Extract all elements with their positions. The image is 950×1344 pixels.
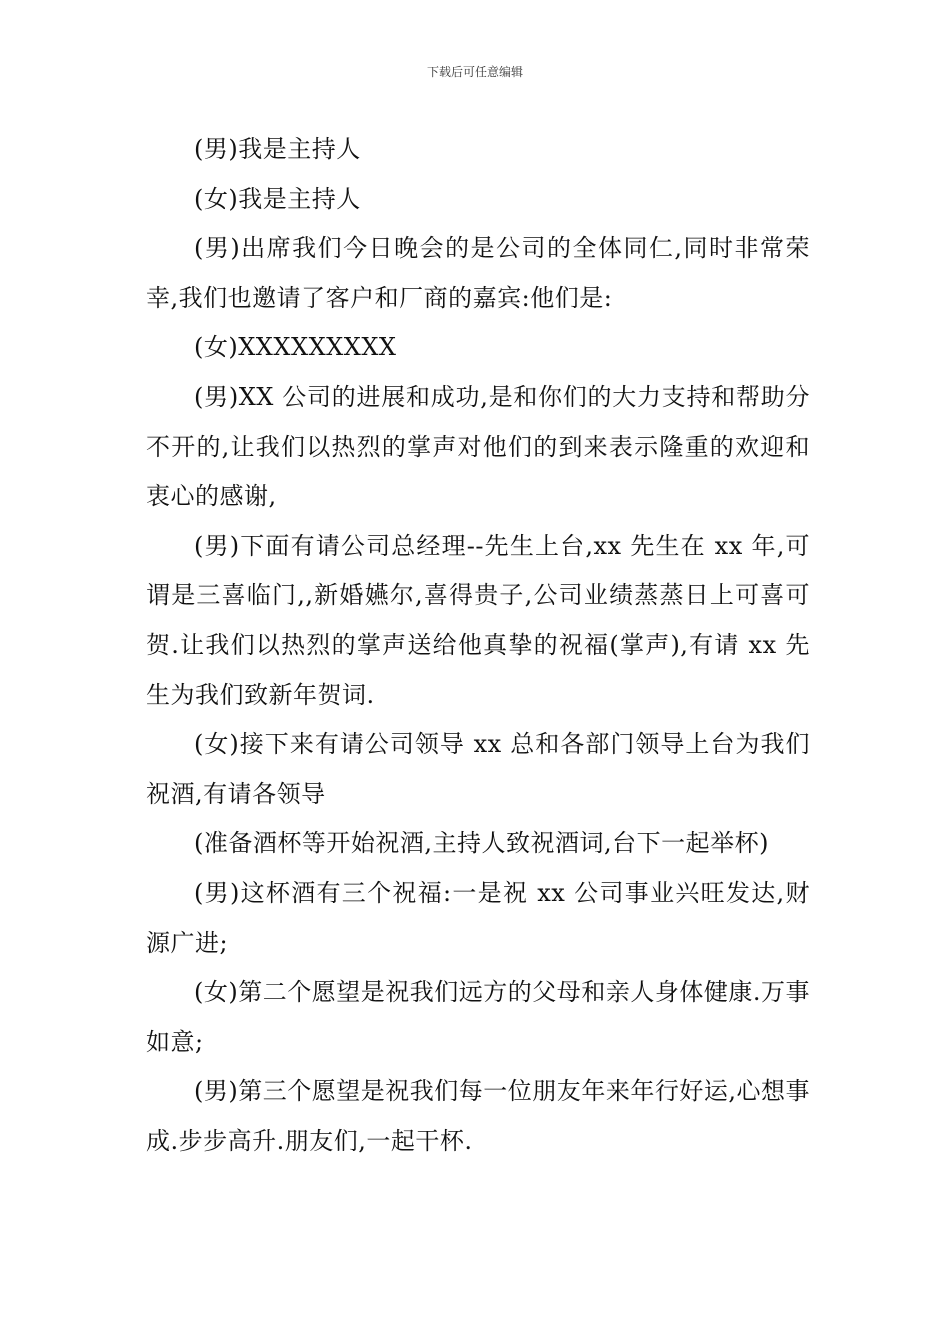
paragraph-9: (男)这杯酒有三个祝福:一是祝 xx 公司事业兴旺发达,财源广进; bbox=[146, 878, 810, 957]
paragraph-5: (男)XX 公司的进展和成功,是和你们的大力支持和帮助分不开的,让我们以热烈的掌声对他们的到来表示隆重的欢迎和衷心的感谢, bbox=[146, 382, 810, 511]
paragraph-10: (女)第二个愿望是祝我们远方的父母和亲人身体健康.万事如意; bbox=[146, 978, 810, 1056]
paragraph-3: (男)出席我们今日晚会的是公司的全体同仁,同时非常荣幸,我们也邀请了客户和厂商的嘉宾:他们是: bbox=[146, 234, 810, 312]
paragraph-4: (女)XXXXXXXXX bbox=[194, 333, 397, 362]
document-body bbox=[146, 125, 810, 1166]
paragraph-11: (男)第三个愿望是祝我们每一位朋友年来年行好运,心想事成.步步高升.朋友们,一起干杯. bbox=[146, 1077, 810, 1155]
paragraph-1: (男)我是主持人 bbox=[194, 135, 361, 163]
paragraph-6: (男)下面有请公司总经理--先生上台,xx 先生在 xx 年,可谓是三喜临门,,新婚嬿尔,喜得贵子,公司业绩蒸蒸日上可喜可贺.让我们以热烈的掌声送给他真挚的祝福(掌声),有请 xx 先生为我们致新年贺词. bbox=[146, 531, 810, 709]
page-header: 下载后可任意编辑 bbox=[426, 65, 523, 79]
paragraph-2: (女)我是主持人 bbox=[194, 184, 361, 213]
paragraph-8: (准备酒杯等开始祝酒,主持人致祝酒词,台下一起举杯) bbox=[194, 829, 769, 858]
paragraph-7: (女)接下来有请公司领导 xx 总和各部门领导上台为我们祝酒,有请各领导 bbox=[146, 730, 810, 808]
